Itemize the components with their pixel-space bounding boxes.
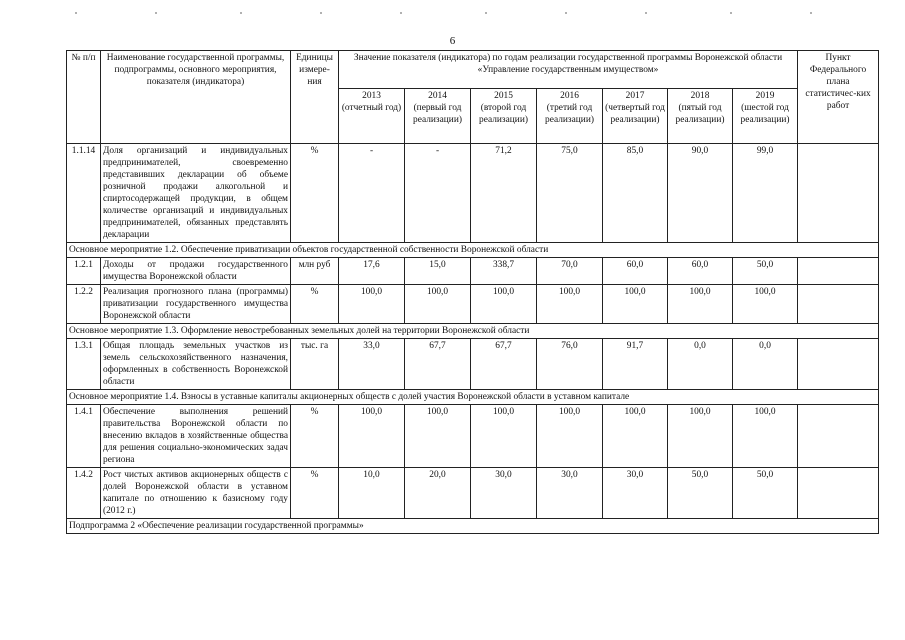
value-2018: 0,0 [668,339,733,390]
value-2015: 100,0 [471,405,537,468]
federal-plan-cell [798,339,879,390]
value-2019: 50,0 [733,258,798,285]
federal-plan-cell [798,144,879,243]
table-row [67,144,879,243]
value-2015: 100,0 [471,285,537,324]
value-2017: 30,0 [603,468,668,519]
value-2016: 75,0 [537,144,603,243]
indicator-unit: % [291,144,339,243]
value-2013: - [339,144,405,243]
indicator-name: Доля организаций и индивидуальных предпринимателей, своевременно представивших декларации об объеме розничной продажи алкогольной и спиртосодержащей продукции, в общем количестве организаций и индивидуальных предпринимателей, обязанных представлять декларации [101,144,291,243]
value-2016: 70,0 [537,258,603,285]
header-year: 2015 (второй год реализации) [471,89,537,144]
header-year: 2017 (четвертый год реализации) [603,89,668,144]
federal-plan-cell [798,285,879,324]
indicator-unit: % [291,285,339,324]
value-2017: 60,0 [603,258,668,285]
indicator-unit: млн руб [291,258,339,285]
table-row [67,468,879,519]
value-2019: 0,0 [733,339,798,390]
value-2013: 100,0 [339,285,405,324]
header-values: Значение показателя (индикатора) по годам реализации государственной программы Воронежской области «Управление государственным имуществом» [339,51,798,89]
section-title: Основное мероприятие 1.3. Оформление невостребованных земельных долей на территории Воронежской области [67,324,879,339]
header-no: № п/п [67,51,101,144]
value-2017: 100,0 [603,405,668,468]
value-2013: 100,0 [339,405,405,468]
table-row [67,339,879,390]
row-number: 1.3.1 [67,339,101,390]
value-2016: 100,0 [537,405,603,468]
table-row [67,258,879,285]
header-row-top [67,51,879,89]
value-2014: 67,7 [405,339,471,390]
header-year: 2018 (пятый год реализации) [668,89,733,144]
value-2015: 71,2 [471,144,537,243]
subprogram-title: Подпрограмма 2 «Обеспечение реализации государственной программы» [67,519,879,534]
value-2013: 33,0 [339,339,405,390]
indicator-unit: % [291,405,339,468]
value-2017: 91,7 [603,339,668,390]
value-2018: 100,0 [668,285,733,324]
value-2018: 60,0 [668,258,733,285]
header-federal-plan: Пункт Федерального плана статистичес-ких работ [798,51,879,144]
header-name: Наименование государственной программы, подпрограммы, основного мероприятия, показателя (индикатора) [101,51,291,144]
header-year: 2016 (третий год реализации) [537,89,603,144]
value-2017: 85,0 [603,144,668,243]
indicator-name: Доходы от продажи государственного имущества Воронежской области [101,258,291,285]
indicator-unit: % [291,468,339,519]
value-2019: 99,0 [733,144,798,243]
section-row [67,243,879,258]
header-year: 2013 (отчетный год) [339,89,405,144]
federal-plan-cell [798,258,879,285]
row-number: 1.2.1 [67,258,101,285]
indicator-name: Рост чистых активов акционерных обществ с долей Воронежской области в уставном капитале по отношению к базисному году (2012 г.) [101,468,291,519]
value-2015: 338,7 [471,258,537,285]
section-title: Основное мероприятие 1.4. Взносы в уставные капиталы акционерных обществ с долей участия Воронежской области в уставном капитале [67,390,879,405]
indicator-name: Обеспечение выполнения решений правительства Воронежской области по внесению вкладов в хозяйственные общества для решения социально-экономических задач региона [101,405,291,468]
indicator-unit: тыс. га [291,339,339,390]
subprogram-row [67,519,879,534]
page-number: 6 [449,35,456,47]
value-2019: 100,0 [733,285,798,324]
value-2016: 76,0 [537,339,603,390]
value-2018: 50,0 [668,468,733,519]
value-2017: 100,0 [603,285,668,324]
value-2015: 30,0 [471,468,537,519]
value-2014: 100,0 [405,285,471,324]
value-2014: 20,0 [405,468,471,519]
table-row [67,405,879,468]
indicator-table [66,50,879,534]
value-2016: 100,0 [537,285,603,324]
row-number: 1.4.2 [67,468,101,519]
indicator-name: Общая площадь земельных участков из земель сельскохозяйственного назначения, оформленных в собственность Воронежской области [101,339,291,390]
header-year: 2019 (шестой год реализации) [733,89,798,144]
federal-plan-cell [798,405,879,468]
federal-plan-cell [798,468,879,519]
value-2014: - [405,144,471,243]
header-year: 2014 (первый год реализации) [405,89,471,144]
header-unit: Единицы измере-ния [291,51,339,144]
value-2014: 100,0 [405,405,471,468]
value-2013: 10,0 [339,468,405,519]
section-row [67,390,879,405]
table-row [67,285,879,324]
value-2018: 100,0 [668,405,733,468]
indicator-name: Реализация прогнозного плана (программы) приватизации государственного имущества Воронежской области [101,285,291,324]
row-number: 1.2.2 [67,285,101,324]
row-number: 1.1.14 [67,144,101,243]
section-row [67,324,879,339]
row-number: 1.4.1 [67,405,101,468]
value-2013: 17,6 [339,258,405,285]
value-2019: 100,0 [733,405,798,468]
value-2015: 67,7 [471,339,537,390]
value-2016: 30,0 [537,468,603,519]
value-2018: 90,0 [668,144,733,243]
value-2019: 50,0 [733,468,798,519]
value-2014: 15,0 [405,258,471,285]
scan-artifact-dots [0,12,905,18]
section-title: Основное мероприятие 1.2. Обеспечение приватизации объектов государственной собственности Воронежской области [67,243,879,258]
